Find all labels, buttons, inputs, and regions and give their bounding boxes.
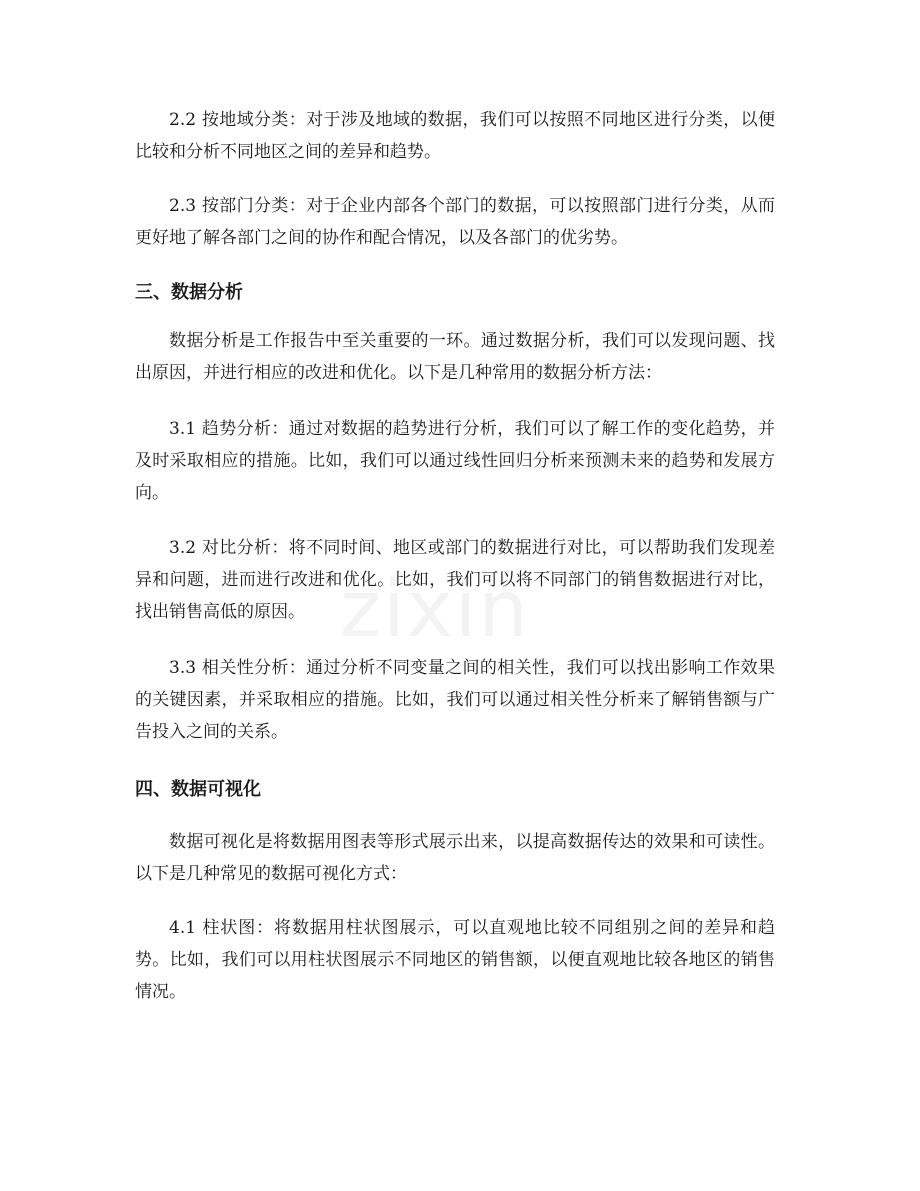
paragraph-3-1: 3.1 趋势分析：通过对数据的趋势进行分析，我们可以了解工作的变化趋势，并及时采取相应的措施。比如，我们可以通过线性回归分析来预测未来的趋势和发展方向。: [135, 419, 775, 503]
paragraph-analysis-intro: 数据分析是工作报告中至关重要的一环。通过数据分析，我们可以发现问题、找出原因，并进行相应的改进和优化。以下是几种常用的数据分析方法：: [135, 331, 775, 383]
paragraph-2-3: 2.3 按部门分类：对于企业内部各个部门的数据，可以按照部门进行分类，从而更好地了解各部门之间的协作和配合情况，以及各部门的优劣势。: [135, 196, 775, 248]
paragraph-2-2: 2.2 按地域分类：对于涉及地域的数据，我们可以按照不同地区进行分类，以便比较和分析不同地区之间的差异和趋势。: [135, 110, 775, 162]
section-heading-data-visualization: 四、数据可视化: [135, 779, 261, 800]
paragraph-3-2: 3.2 对比分析：将不同时间、地区或部门的数据进行对比，可以帮助我们发现差异和问题，进而进行改进和优化。比如，我们可以将不同部门的销售数据进行对比，找出销售高低的原因。: [135, 538, 775, 622]
paragraph-4-1: 4.1 柱状图：将数据用柱状图展示，可以直观地比较不同组别之间的差异和趋势。比如，我们可以用柱状图展示不同地区的销售额，以便直观地比较各地区的销售情况。: [135, 918, 775, 1002]
section-heading-data-analysis: 三、数据分析: [135, 282, 243, 303]
paragraph-visualization-intro: 数据可视化是将数据用图表等形式展示出来，以提高数据传达的效果和可读性。以下是几种常见的数据可视化方式：: [135, 832, 775, 884]
paragraph-3-3: 3.3 相关性分析：通过分析不同变量之间的相关性，我们可以找出影响工作效果的关键因素，并采取相应的措施。比如，我们可以通过相关性分析来了解销售额与广告投入之间的关系。: [135, 658, 775, 742]
